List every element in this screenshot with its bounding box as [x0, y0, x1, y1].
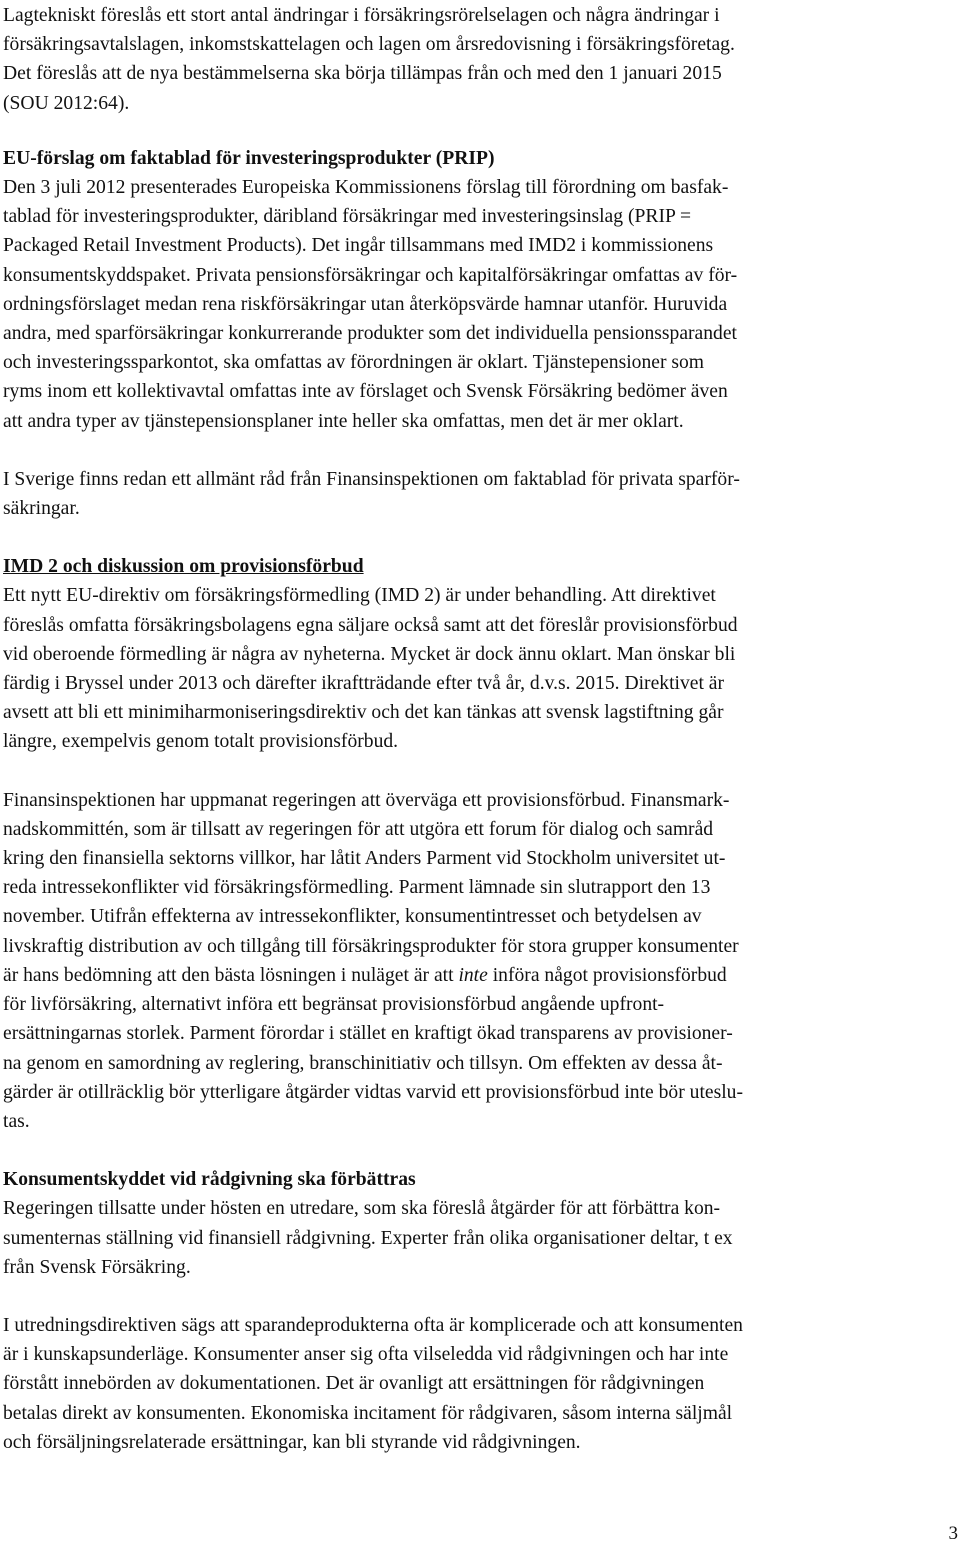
- emphasis-inte: inte: [458, 964, 488, 986]
- text-line: (SOU 2012:64).: [3, 92, 130, 114]
- intro-paragraph: [3, 1, 958, 118]
- paragraph-gap: [3, 118, 958, 144]
- utredningsdirektiv-paragraph: [3, 1311, 958, 1457]
- imd2-heading: IMD 2 och diskussion om provisionsförbud: [3, 556, 364, 578]
- text-line: försäkringsavtalslagen, inkomstskattelagen och lagen om årsredovisning i försäkringsföretag.: [3, 34, 735, 56]
- text-line: ordningsförslaget medan rena riskförsäkringar utan återköpsvärde hamnar utanför. Huruvida: [3, 293, 728, 315]
- text-segment: är hans bedömning att den bästa lösningen i nuläget är att: [3, 964, 459, 986]
- konsumentskydd-section: [3, 1165, 958, 1282]
- text-line: Ett nytt EU-direktiv om försäkringsförmedling (IMD 2) är under behandling. Att direktivet: [3, 585, 716, 607]
- prip-section: [3, 144, 958, 436]
- paragraph-gap: [3, 1136, 958, 1165]
- text-line: säkringar.: [3, 498, 80, 520]
- document-page: [3, 0, 958, 1457]
- text-line: Lagtekniskt föreslås ett stort antal ändringar i försäkringsrörelselagen och några ändringar i: [3, 5, 720, 26]
- text-line: Det föreslås att de nya bestämmelserna ska börja tillämpas från och med den 1 januari 2015: [3, 63, 722, 85]
- text-line: Finansinspektionen har uppmanat regeringen att överväga ett provisionsförbud. Finansmark-: [3, 789, 730, 811]
- text-line: är i kunskapsunderläge. Konsumenter anser sig ofta vilseledda vid rådgivningen och har inte: [3, 1344, 729, 1366]
- text-line: och försäljningsrelaterade ersättningar, kan bli styrande vid rådgivningen.: [3, 1431, 581, 1453]
- page-number: 3: [948, 1523, 958, 1544]
- text-line: Regeringen tillsatte under hösten en utredare, som ska föreslå åtgärder för att förbättra kon-: [3, 1198, 721, 1220]
- text-line: färdig i Bryssel under 2013 och därefter ikraftträdande efter två år, d.v.s. 2015. Direktivet är: [3, 673, 725, 695]
- text-segment: införa något provisionsförbud: [487, 964, 727, 986]
- fi-paragraph: [3, 786, 958, 1136]
- paragraph-gap: [3, 436, 958, 465]
- text-line: vid oberoende förmedling är några av nyheterna. Mycket är dock ännu oklart. Man önskar bli: [3, 643, 736, 665]
- text-line: längre, exempelvis genom totalt provisionsförbud.: [3, 731, 399, 753]
- text-line: gärder är otillräcklig bör ytterligare åtgärder vidtas varvid ett provisionsförbud inte bör uteslu-: [3, 1081, 743, 1103]
- text-line: tablad för investeringsprodukter, däribland försäkringar med investeringsinslag (PRIP =: [3, 206, 692, 228]
- text-line: na genom en samordning av reglering, branschinitiativ och tillsyn. Om effekten av dessa åt-: [3, 1052, 723, 1074]
- text-line: andra, med sparförsäkringar konkurrerande produkter som det individuella pensionssparandet: [3, 323, 737, 345]
- text-line: Packaged Retail Investment Products). Det ingår tillsammans med IMD2 i kommissionens: [3, 235, 714, 257]
- prip-heading: EU-förslag om faktablad för investeringsprodukter (PRIP): [3, 147, 495, 169]
- text-line: november. Utifrån effekterna av intressekonflikter, konsumentintresset och betydelsen av: [3, 906, 702, 928]
- text-line: från Svensk Försäkring.: [3, 1256, 191, 1278]
- text-line: ryms inom ett kollektivavtal omfattas inte av förslaget och Svensk Försäkring bedömer även: [3, 381, 728, 403]
- konsumentskydd-heading: Konsumentskyddet vid rådgivning ska förbättras: [3, 1169, 416, 1191]
- text-line: kring den finansiella sektorns villkor, har låtit Anders Parment vid Stockholm universitet ut-: [3, 848, 726, 870]
- text-line: I utredningsdirektiven sägs att sparandeprodukterna ofta är komplicerade och att konsumenten: [3, 1314, 743, 1336]
- text-line: reda intressekonflikter vid försäkringsförmedling. Parment lämnade sin slutrapport den 13: [3, 877, 711, 899]
- text-line: avsett att bli ett minimiharmoniseringsdirektiv och det kan tänkas att svensk lagstiftning går: [3, 702, 724, 724]
- text-line: I Sverige finns redan ett allmänt råd från Finansinspektionen om faktablad för privata sparför-: [3, 468, 740, 490]
- paragraph-gap: [3, 1282, 958, 1311]
- text-line: att andra typer av tjänstepensionsplaner inte heller ska omfattas, men det är mer oklart.: [3, 410, 684, 432]
- text-line: och investeringssparkontot, ska omfattas av förordningen är oklart. Tjänstepensioner som: [3, 352, 705, 374]
- paragraph-gap: [3, 523, 958, 552]
- text-line: förstått innebörden av dokumentationen. Det är ovanligt att ersättningen för rådgivningen: [3, 1373, 705, 1395]
- text-line: konsumentskyddspaket. Privata pensionsförsäkringar och kapitalförsäkringar omfattas av för-: [3, 264, 738, 286]
- text-line: tas.: [3, 1110, 30, 1132]
- text-line: nadskommittén, som är tillsatt av regeringen för att utgöra ett forum för dialog och samråd: [3, 818, 714, 840]
- text-line: sumenternas ställning vid finansiell rådgivning. Experter från olika organisationer deltar, t ex: [3, 1227, 733, 1249]
- paragraph-gap: [3, 757, 958, 786]
- imd2-section: [3, 552, 958, 756]
- text-line-with-emphasis: [3, 961, 958, 990]
- text-line: Den 3 juli 2012 presenterades Europeiska Kommissionens förslag till förordning om basfak-: [3, 177, 729, 199]
- text-line: livskraftig distribution av och tillgång till försäkringsprodukter för stora grupper konsumenter: [3, 935, 739, 957]
- text-line: betalas direkt av konsumenten. Ekonomiska incitament för rådgivaren, såsom interna säljmål: [3, 1402, 733, 1424]
- text-line: föreslås omfatta försäkringsbolagens egna säljare också samt att det föreslår provisionsförbud: [3, 614, 738, 636]
- text-line: ersättningarnas storlek. Parment förordar i stället en kraftigt ökad transparens av provisioner-: [3, 1023, 733, 1045]
- sverige-paragraph: [3, 465, 958, 523]
- text-line: för livförsäkring, alternativt införa ett begränsat provisionsförbud angående upfront-: [3, 994, 665, 1016]
